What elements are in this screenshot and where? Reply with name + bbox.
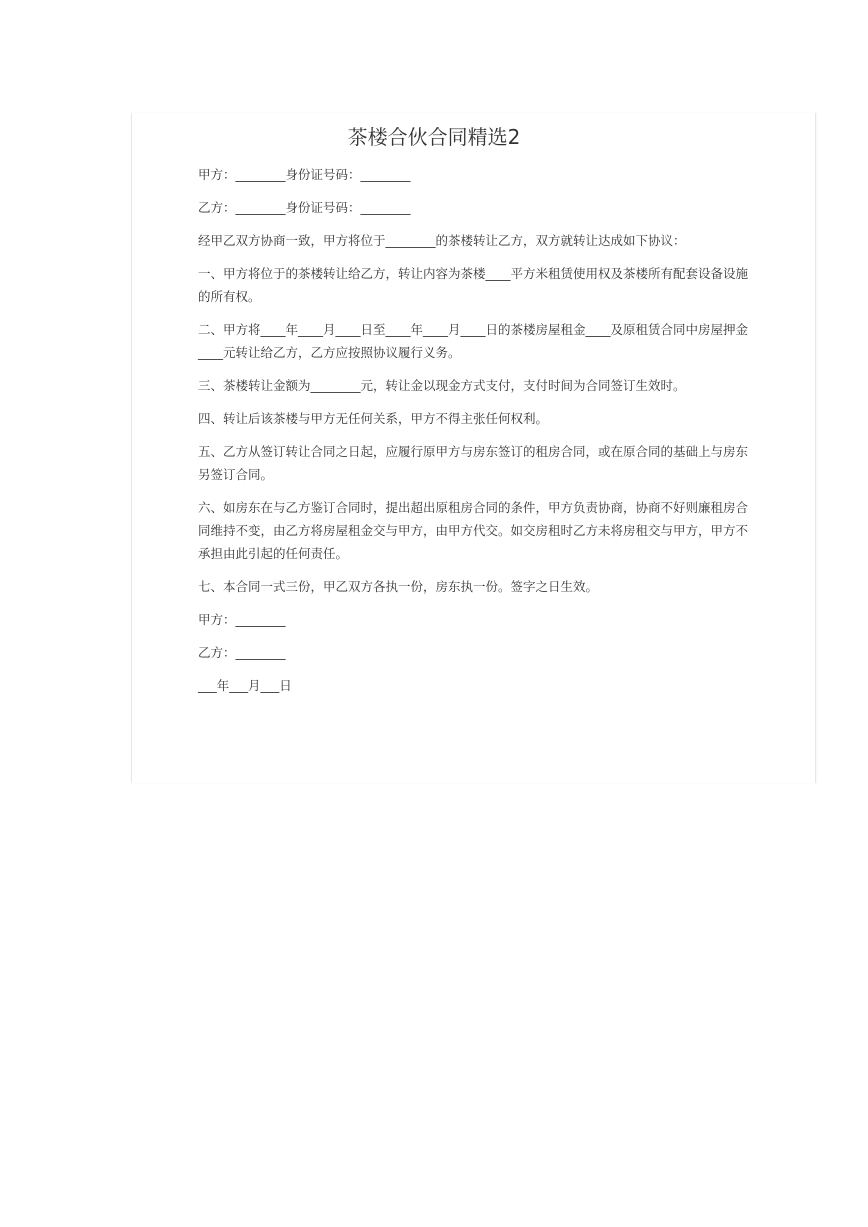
- document-body: [198, 163, 753, 707]
- party-a-signature-line: 甲方：________: [198, 612, 286, 627]
- clause-3: 三、茶楼转让金额为________元，转让金以现金方式支付，支付时间为合同签订生效时。: [198, 378, 686, 393]
- party-b-signature-line: 乙方：________: [198, 645, 286, 660]
- document-title: 茶楼合伙合同精选2: [347, 125, 521, 149]
- clause-7: 七、本合同一式三份，甲乙双方各执一份，房东执一份。签字之日生效。: [198, 579, 599, 594]
- clause-2: 二、甲方将____年____月____日至____年____月____日的茶楼房屋租金____及原租赁合同中房屋押金____元转让给乙方，乙方应按照协议履行义务。: [198, 322, 749, 360]
- clause-1: 一、甲方将位于的茶楼转让给乙方，转让内容为茶楼____平方米租赁使用权及茶楼所有配套设备设施的所有权。: [198, 266, 749, 304]
- date-line: ___年___月___日: [198, 678, 292, 693]
- preamble-paragraph: 经甲乙双方协商一致，甲方将位于________的茶楼转让乙方，双方就转让达成如下协议：: [198, 233, 686, 248]
- clause-5: 五、乙方从签订转让合同之日起，应履行原甲方与房东签订的租房合同，或在原合同的基础上与房东另签订合同。: [198, 444, 749, 482]
- clause-4: 四、转让后该茶楼与甲方无任何关系，甲方不得主张任何权利。: [198, 411, 549, 426]
- party-b-id-line: 乙方：________身份证号码：________: [198, 200, 411, 215]
- clause-6: 六、如房东在与乙方鉴订合同时，提出超出原租房合同的条件，甲方负责协商，协商不好则廉租房合同维持不变，由乙方将房屋租金交与甲方，由甲方代交。如交房租时乙方未将房租交与甲方，甲方不承担由此引起的任何责任。: [198, 500, 749, 561]
- party-a-id-line: 甲方：________身份证号码：________: [198, 167, 411, 182]
